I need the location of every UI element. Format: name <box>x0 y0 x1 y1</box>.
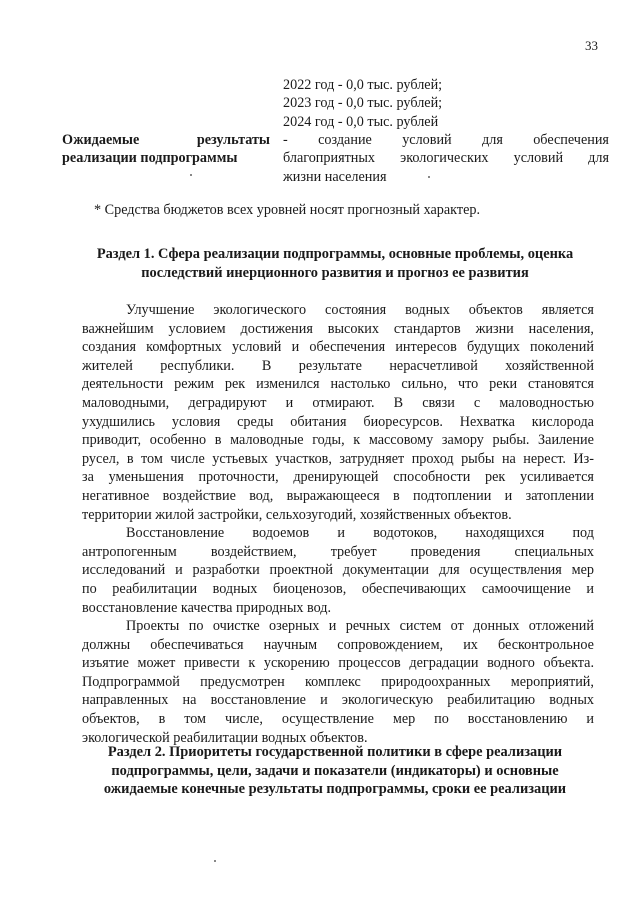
body-word: воздействием, <box>210 543 297 560</box>
heading-line: последствий инерционного развития и прогноз ее развития <box>141 264 529 281</box>
body-word: с <box>473 394 481 411</box>
value-word: экологических <box>400 150 489 167</box>
body-word: обеспечения <box>309 339 386 356</box>
body-word: Проекты <box>126 618 180 635</box>
body-word: усиливается <box>519 469 594 486</box>
body-word: числе <box>170 450 205 467</box>
body-word: числе, <box>224 711 263 728</box>
body-line <box>82 673 594 692</box>
body-word: водных <box>212 580 258 597</box>
body-word: и <box>586 711 594 728</box>
body-word: затоплении <box>525 487 594 504</box>
body-word: дренирующей <box>293 469 379 486</box>
body-word: массовому <box>368 432 434 449</box>
body-word: настолько <box>330 376 391 393</box>
body-word: уменьшения <box>108 469 184 486</box>
body-word: комфортных <box>146 339 222 356</box>
body-word: направленных <box>82 692 169 709</box>
body-word: состояния <box>325 302 387 318</box>
body-word: водотоков, <box>373 525 438 542</box>
body-word: экологическую <box>341 692 434 709</box>
body-word: по <box>188 618 204 635</box>
body-word: ухудшились <box>82 413 156 430</box>
body-word: восстановление <box>210 692 306 709</box>
body-word: будущих <box>467 339 520 356</box>
body-word: отмирают. <box>312 394 375 411</box>
body-word: и <box>328 618 337 635</box>
body-word: антропогенным <box>82 543 177 560</box>
body-line <box>82 636 594 655</box>
body-word: результате <box>298 357 362 374</box>
body-line <box>82 375 594 394</box>
body-word: проход <box>411 450 454 467</box>
body-word: Подпрограммой <box>82 673 180 690</box>
body-word: В <box>261 357 272 374</box>
body-word: самоочищение <box>481 580 571 597</box>
body-word: населения, <box>528 320 594 337</box>
body-word: выражающееся <box>286 487 380 504</box>
body-word: связи <box>422 394 455 411</box>
funding-line: 2022 год - 0,0 тыс. рублей; <box>283 77 443 93</box>
body-word: негативное <box>82 487 150 504</box>
body-word: и <box>175 562 183 579</box>
body-word: высоких <box>327 320 379 337</box>
body-word: условия <box>171 413 221 430</box>
body-word: на <box>182 692 197 709</box>
body-word: обеспечиваться <box>150 636 244 653</box>
body-line <box>82 468 594 487</box>
body-word: водных <box>549 692 594 709</box>
body-word: том <box>141 450 163 467</box>
body-word: кислорода <box>531 413 594 430</box>
body-word: в <box>158 711 166 728</box>
body-word: Из- <box>573 450 594 467</box>
body-word: изменился <box>256 376 320 393</box>
body-word: интересов <box>395 339 457 356</box>
body-word: проектной <box>269 562 333 579</box>
body-word: и <box>337 525 346 542</box>
body-word: под <box>572 525 594 542</box>
body-word: объектов, <box>82 711 140 728</box>
body-word: проведения <box>410 543 481 560</box>
body-line <box>82 617 594 636</box>
body-word: и <box>586 580 594 597</box>
body-word: ускорению <box>263 655 330 672</box>
body-word: нерасчетливой <box>389 357 478 374</box>
body-word: может <box>137 655 176 672</box>
body-word: и <box>285 394 294 411</box>
body-word: донных <box>473 618 520 635</box>
body-line-text: экологической реабилитации водных объектов. <box>82 729 368 746</box>
body-word: устьевых <box>212 450 268 467</box>
section-1-body <box>82 301 594 747</box>
body-word: сопровождением, <box>337 636 444 653</box>
value-line: жизни населения <box>283 168 387 185</box>
body-word: систем <box>399 618 442 635</box>
body-word: комплекс <box>305 673 361 690</box>
body-word: обеспечивающих <box>361 580 467 597</box>
body-word: речных <box>345 618 391 635</box>
value-word: условий <box>513 150 564 167</box>
body-word: замору <box>441 432 484 449</box>
body-word: мероприятий, <box>510 673 594 690</box>
body-word: за <box>82 469 94 486</box>
body-word: подтоплении <box>412 487 492 504</box>
body-word: разработки <box>192 562 260 579</box>
body-line <box>82 431 594 450</box>
body-line <box>82 710 594 729</box>
body-line <box>82 394 594 413</box>
body-word: воздействие <box>162 487 236 504</box>
scan-speck <box>214 860 216 862</box>
body-word: маловодностью <box>499 394 594 411</box>
body-word: хозяйственной <box>505 357 594 374</box>
body-word: становятся <box>528 376 594 393</box>
body-word: требует <box>330 543 377 560</box>
value-word: обеспечения <box>533 132 609 148</box>
expected-results-label <box>62 131 270 168</box>
body-word: мер <box>392 711 416 728</box>
body-word: деградируют <box>188 394 267 411</box>
body-line-text: восстановление качества природных вод. <box>82 599 332 616</box>
body-word: в <box>126 450 134 467</box>
body-word: процессов <box>338 655 401 672</box>
body-word: обитания <box>290 413 347 430</box>
heading-line: Раздел 1. Сфера реализации подпрограммы, основные проблемы, оценка <box>96 246 574 262</box>
value-word: - <box>283 132 288 148</box>
body-word: Восстановление <box>126 525 225 542</box>
body-word: русел, <box>82 450 120 467</box>
body-line <box>82 357 594 376</box>
body-word: мер <box>571 562 594 579</box>
body-word: по <box>434 711 449 728</box>
body-line <box>82 487 594 506</box>
body-word: в <box>214 432 222 449</box>
body-word: рек <box>484 469 506 486</box>
body-word: рек <box>224 376 246 393</box>
body-word: важнейшим <box>82 320 154 337</box>
funding-lines <box>283 76 442 131</box>
value-word: для <box>482 132 503 148</box>
body-word: реабилитации <box>112 580 198 597</box>
body-word: том <box>184 711 207 728</box>
footnote: * Средства бюджетов всех уровней носят прогнозный характер. <box>94 202 481 218</box>
label-line: реализации подпрограммы <box>62 150 238 167</box>
body-word: деятельности <box>82 376 164 393</box>
body-word: и <box>291 339 300 356</box>
section-2-heading <box>60 743 610 799</box>
body-word: объекта. <box>543 655 594 672</box>
body-word: научным <box>263 636 318 653</box>
body-word: изъятие <box>82 655 129 672</box>
body-word: жителей <box>82 357 133 374</box>
body-line <box>82 450 594 469</box>
heading-line: ожидаемые конечные результаты подпрограммы, сроки ее реализации <box>103 781 567 798</box>
body-word: осуществления <box>469 562 562 579</box>
body-word: восстановлению <box>467 711 568 728</box>
body-word: исследований <box>82 562 166 579</box>
body-word: реабилитацию <box>447 692 536 709</box>
body-word: к <box>353 432 361 449</box>
body-word: способности <box>393 469 471 486</box>
body-word: Заиление <box>538 432 594 449</box>
body-word: водоемов <box>252 525 310 542</box>
body-word: рыбы. <box>492 432 530 449</box>
body-word: экологического <box>213 302 307 318</box>
body-line-text: территории жилой застройки, сельхозугодий, хозяйственных объектов. <box>82 506 512 523</box>
body-line <box>82 654 594 673</box>
body-word: осуществление <box>281 711 374 728</box>
page-number: 33 <box>585 38 598 53</box>
body-word: поколений <box>530 339 594 356</box>
body-word: что <box>457 376 479 393</box>
expected-results-value <box>283 131 609 186</box>
body-word: маловодные <box>230 432 304 449</box>
body-word: затрудняет <box>339 450 405 467</box>
body-word: годы, <box>312 432 345 449</box>
body-word: и <box>320 692 328 709</box>
body-word: биоценозов, <box>272 580 347 597</box>
body-word: природоохранных <box>381 673 491 690</box>
body-word: жизни <box>475 320 514 337</box>
body-line <box>82 580 594 599</box>
body-word: среды <box>237 413 274 430</box>
value-word: создание <box>318 132 372 148</box>
funding-line: 2023 год - 0,0 тыс. рублей; <box>283 95 443 112</box>
body-word: объектов <box>468 302 523 318</box>
body-word: привести <box>184 655 240 672</box>
body-word: очистке <box>212 618 260 635</box>
body-word: бесконтрольное <box>498 636 594 653</box>
funding-line: 2024 год - 0,0 тыс. рублей <box>283 113 439 130</box>
body-line <box>82 338 594 357</box>
body-word: от <box>450 618 464 635</box>
body-word: особенно <box>149 432 207 449</box>
body-word: проточности, <box>198 469 279 486</box>
body-word: достижения <box>240 320 313 337</box>
scan-speck <box>190 174 192 176</box>
heading-line: подпрограммы, цели, задачи и показатели (индикаторы) и основные <box>111 762 559 779</box>
body-word: предусмотрен <box>200 673 285 690</box>
body-word: озерных <box>269 618 320 635</box>
body-word: к <box>248 655 256 672</box>
body-word: биоресурсов. <box>363 413 443 430</box>
heading-line: Раздел 2. Приоритеты государственной политики в сфере реализации <box>107 744 563 760</box>
body-word: является <box>541 302 594 318</box>
body-word: их <box>463 636 478 653</box>
body-word: условий <box>231 339 282 356</box>
body-word: реки <box>489 376 518 393</box>
label-word: Ожидаемые <box>62 132 140 148</box>
body-word: стандартов <box>393 320 461 337</box>
body-word: деградации <box>409 655 479 672</box>
scan-speck <box>428 176 430 178</box>
body-word: на <box>501 450 516 467</box>
body-word: участков, <box>275 450 332 467</box>
body-word: нерест. <box>523 450 566 467</box>
body-word: отложений <box>528 618 594 635</box>
value-word: благоприятных <box>283 150 376 167</box>
body-line <box>82 320 594 339</box>
section-1-heading <box>60 245 610 282</box>
body-word: специальных <box>514 543 594 560</box>
body-line <box>82 506 594 525</box>
body-line <box>82 524 594 543</box>
body-word: в <box>392 487 400 504</box>
body-word: создания <box>82 339 136 356</box>
value-word: для <box>588 150 609 167</box>
body-word: условием <box>168 320 226 337</box>
body-word: документации <box>342 562 429 579</box>
body-line <box>82 301 594 320</box>
label-word: результаты <box>196 132 270 148</box>
body-line <box>82 413 594 432</box>
body-word: для <box>438 562 460 579</box>
body-word: В <box>393 394 404 411</box>
body-line <box>82 543 594 562</box>
body-line <box>82 561 594 580</box>
value-word: условий <box>402 132 452 148</box>
body-word: вод, <box>249 487 274 504</box>
body-word: Нехватка <box>459 413 515 430</box>
body-word: находящихся <box>465 525 545 542</box>
body-word: Улучшение <box>126 302 195 318</box>
body-word: режим <box>174 376 214 393</box>
body-word: рыбы <box>461 450 495 467</box>
body-word: республики. <box>160 357 235 374</box>
body-line <box>82 691 594 710</box>
body-word: сильно, <box>401 376 448 393</box>
body-word: водных <box>405 302 450 318</box>
body-word: водного <box>487 655 535 672</box>
body-word: приводит, <box>82 432 142 449</box>
body-line <box>82 599 594 618</box>
body-word: должны <box>82 636 131 653</box>
body-word: маловодными, <box>82 394 170 411</box>
body-word: и <box>504 487 513 504</box>
body-word: по <box>82 580 97 597</box>
